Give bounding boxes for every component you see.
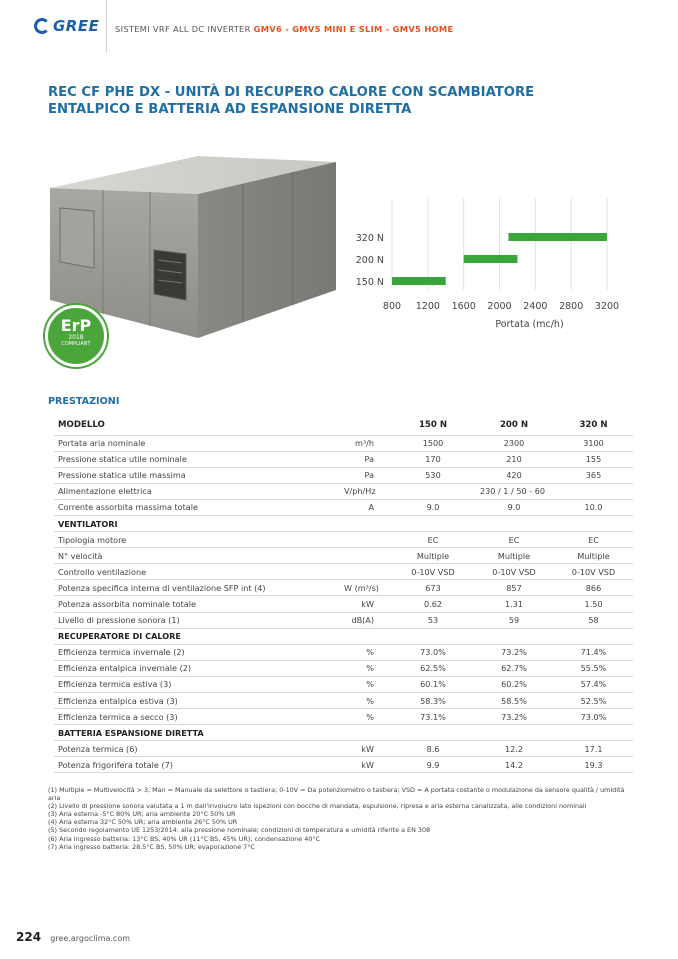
- row-value: 3100: [554, 435, 633, 451]
- row-label: Pressione statica utile massima: [54, 467, 340, 483]
- group-label: BATTERIA ESPANSIONE DIRETTA: [54, 725, 633, 741]
- footnotes: [48, 786, 633, 851]
- x-tick-label: 3200: [594, 301, 620, 312]
- row-label: Efficienza termica invernale (2): [54, 644, 340, 660]
- row-value: 60.2%: [474, 676, 554, 692]
- row-label: Portata aria nominale: [54, 435, 340, 451]
- table-header-cell: 150 N: [392, 416, 474, 435]
- row-unit: kW: [340, 741, 392, 757]
- footnote: (1) Multiple = Multivelocità > 3, Man = Manuale da selettore o tastiera; 0-10V = Da potenziometro o tastiera; VSD = A portata costante o modulazione da sensore qualità / umidità aria: [48, 786, 625, 803]
- row-value: 420: [474, 467, 554, 483]
- row-value: 73.2%: [474, 644, 554, 660]
- row-value: 73.0%: [554, 709, 633, 725]
- row-value: 673: [392, 580, 474, 596]
- row-value: 230 / 1 / 50 - 60: [392, 483, 633, 499]
- gree-logo: [34, 17, 99, 35]
- row-label: Efficienza entalpica invernale (2): [54, 660, 340, 676]
- row-label: Controllo ventilazione: [54, 564, 340, 580]
- table-header-cell: 320 N: [554, 416, 633, 435]
- row-label: Efficienza entalpica estiva (3): [54, 693, 340, 709]
- row-value: 9.9: [392, 757, 474, 773]
- row-unit: %: [340, 644, 392, 660]
- row-value: 52.5%: [554, 693, 633, 709]
- row-label: Pressione statica utile nominale: [54, 451, 340, 467]
- page-number: 224: [16, 930, 42, 944]
- table-header-cell: 200 N: [474, 416, 554, 435]
- row-unit: kW: [340, 757, 392, 773]
- row-unit: %: [340, 709, 392, 725]
- y-category-label: 200 N: [355, 255, 384, 266]
- table-row: [54, 644, 633, 660]
- table-group-row: [54, 515, 633, 531]
- x-tick-label: 2800: [559, 301, 584, 312]
- row-value: 155: [554, 451, 633, 467]
- section-title: PRESTAZIONI: [48, 396, 120, 407]
- header-highlight: GMV6 - GMV5 MINI E SLIM - GMV5 HOME: [253, 24, 454, 34]
- row-value: 19.3: [554, 757, 633, 773]
- row-value: 60.1%: [392, 676, 474, 692]
- row-value: 8.6: [392, 741, 474, 757]
- row-value: Multiple: [474, 548, 554, 564]
- row-label: Efficienza termica estiva (3): [54, 676, 340, 692]
- x-axis-label: Portata (mc/h): [495, 319, 564, 330]
- row-value: Multiple: [392, 548, 474, 564]
- footnote: (7) Aria ingresso batteria: 28.5°C BS, 50% UR; evaporazione 7°C: [48, 842, 255, 851]
- y-category-label: 150 N: [355, 277, 384, 288]
- row-unit: Pa: [340, 467, 392, 483]
- row-unit: V/ph/Hz: [340, 483, 392, 499]
- table-row: [54, 435, 633, 451]
- row-unit: [340, 564, 392, 580]
- x-tick-label: 1600: [451, 301, 476, 312]
- row-value: 9.0: [392, 499, 474, 515]
- footnote: (6) Aria ingresso batteria: 13°C BS, 40% UR (11°C BS, 45% UR); condensazione 40°C: [48, 834, 321, 843]
- row-label: Potenza assorbita nominale totale: [54, 596, 340, 612]
- row-value: 0-10V VSD: [392, 564, 474, 580]
- row-unit: %: [340, 693, 392, 709]
- gree-logo-icon: [34, 18, 50, 34]
- x-tick-label: 1200: [415, 301, 440, 312]
- airflow-chart: [340, 190, 640, 335]
- row-value: 0-10V VSD: [474, 564, 554, 580]
- erp-badge-title: ErP: [60, 316, 92, 335]
- row-value: 365: [554, 467, 633, 483]
- table-header-cell: [340, 416, 392, 435]
- row-value: 9.0: [474, 499, 554, 515]
- row-value: 2300: [474, 435, 554, 451]
- page-header: [0, 0, 678, 52]
- row-value: 73.2%: [474, 709, 554, 725]
- row-value: 866: [554, 580, 633, 596]
- table-row: [54, 467, 633, 483]
- row-unit: Pa: [340, 451, 392, 467]
- erp-badge-compliant: COMPLIANT: [61, 341, 91, 347]
- row-value: 1500: [392, 435, 474, 451]
- row-label: Tipologia motore: [54, 532, 340, 548]
- page-footer: [16, 930, 130, 944]
- row-unit: %: [340, 676, 392, 692]
- row-value: 0-10V VSD: [554, 564, 633, 580]
- header-prefix: SISTEMI VRF ALL DC INVERTER: [115, 24, 254, 34]
- x-tick-label: 2400: [523, 301, 548, 312]
- row-unit: kW: [340, 596, 392, 612]
- chart-bar: [464, 255, 518, 263]
- table-row: [54, 757, 633, 773]
- performance-table: [54, 416, 633, 773]
- x-tick-label: 800: [382, 301, 402, 312]
- table-row: [54, 676, 633, 692]
- table-row: [54, 741, 633, 757]
- row-value: 58.5%: [474, 693, 554, 709]
- table-row: [54, 580, 633, 596]
- row-value: 55.5%: [554, 660, 633, 676]
- row-value: 73.1%: [392, 709, 474, 725]
- row-unit: W (m³/s): [340, 580, 392, 596]
- table-row: [54, 660, 633, 676]
- row-unit: dB(A): [340, 612, 392, 628]
- y-category-label: 320 N: [355, 233, 384, 244]
- table-row: [54, 499, 633, 515]
- erp-badge-year: 2018: [68, 334, 84, 341]
- chart-bar: [508, 233, 607, 241]
- row-value: 62.5%: [392, 660, 474, 676]
- erp-badge: [45, 305, 107, 367]
- row-value: 0.62: [392, 596, 474, 612]
- website-link[interactable]: gree.argoclima.com: [50, 934, 131, 943]
- table-row: [54, 612, 633, 628]
- table-header-row: [54, 416, 633, 435]
- footnote: (5) Secondo regolamento UE 1253/2014: alla pressione nominale; condizioni di temperatura e umidità riferite a EN 308: [48, 826, 431, 835]
- row-label: N° velocità: [54, 548, 340, 564]
- table-row: [54, 596, 633, 612]
- x-tick-label: 2000: [487, 301, 512, 312]
- row-value: 1.31: [474, 596, 554, 612]
- row-value: EC: [392, 532, 474, 548]
- page-title: REC CF PHE DX - UNITÀ DI RECUPERO CALORE CON SCAMBIATORE ENTALPICO E BATTERIA AD ESPANSIONE DIRETTA: [48, 85, 535, 117]
- row-unit: %: [340, 660, 392, 676]
- row-value: 59: [474, 612, 554, 628]
- row-unit: A: [340, 499, 392, 515]
- table-row: [54, 709, 633, 725]
- row-value: 71.4%: [554, 644, 633, 660]
- row-label: Efficienza termica a secco (3): [54, 709, 340, 725]
- table-group-row: [54, 628, 633, 644]
- row-value: 62.7%: [474, 660, 554, 676]
- row-value: Multiple: [554, 548, 633, 564]
- table-row: [54, 532, 633, 548]
- row-value: 17.1: [554, 741, 633, 757]
- table-row: [54, 564, 633, 580]
- row-label: Potenza specifica interna di ventilazione SFP int (4): [54, 580, 340, 596]
- row-value: 57.4%: [554, 676, 633, 692]
- row-value: EC: [554, 532, 633, 548]
- row-value: 12.2: [474, 741, 554, 757]
- footnote: (4) Aria esterna 32°C 50% UR; aria ambiente 26°C 50% UR: [48, 818, 238, 827]
- group-label: VENTILATORI: [54, 515, 633, 531]
- row-label: Corrente assorbita massima totale: [54, 499, 340, 515]
- table-header-cell: MODELLO: [54, 416, 340, 435]
- table-row: [54, 451, 633, 467]
- row-value: EC: [474, 532, 554, 548]
- row-label: Potenza frigorifera totale (7): [54, 757, 340, 773]
- row-value: 14.2: [474, 757, 554, 773]
- row-value: 530: [392, 467, 474, 483]
- table-row: [54, 693, 633, 709]
- row-label: Potenza termica (6): [54, 741, 340, 757]
- table-row: [54, 483, 633, 499]
- header-category: [115, 24, 453, 34]
- table-group-row: [54, 725, 633, 741]
- group-label: RECUPERATORE DI CALORE: [54, 628, 633, 644]
- header-divider: [106, 0, 107, 52]
- row-value: 170: [392, 451, 474, 467]
- chart-bar: [392, 277, 446, 285]
- row-value: 58: [554, 612, 633, 628]
- footnote: (2) Livello di pressione sonora valutata a 1 m dall'involucro lato ispezioni con bocche di mandata, espulsione, ripresa e aria esterna canalizzata, alle condizioni nominali: [48, 802, 587, 811]
- row-value: 10.0: [554, 499, 633, 515]
- row-value: 53: [392, 612, 474, 628]
- footnote: (3) Aria esterna -5°C 80% UR; aria ambiente 20°C 50% UR: [48, 810, 236, 819]
- row-unit: [340, 548, 392, 564]
- row-value: 1.50: [554, 596, 633, 612]
- row-unit: m³/h: [340, 435, 392, 451]
- row-value: 58.3%: [392, 693, 474, 709]
- row-value: 210: [474, 451, 554, 467]
- row-unit: [340, 532, 392, 548]
- row-value: 73.0%: [392, 644, 474, 660]
- row-label: Livello di pressione sonora (1): [54, 612, 340, 628]
- table-row: [54, 548, 633, 564]
- row-label: Alimentazione elettrica: [54, 483, 340, 499]
- row-value: 857: [474, 580, 554, 596]
- brand-name: GREE: [53, 17, 100, 35]
